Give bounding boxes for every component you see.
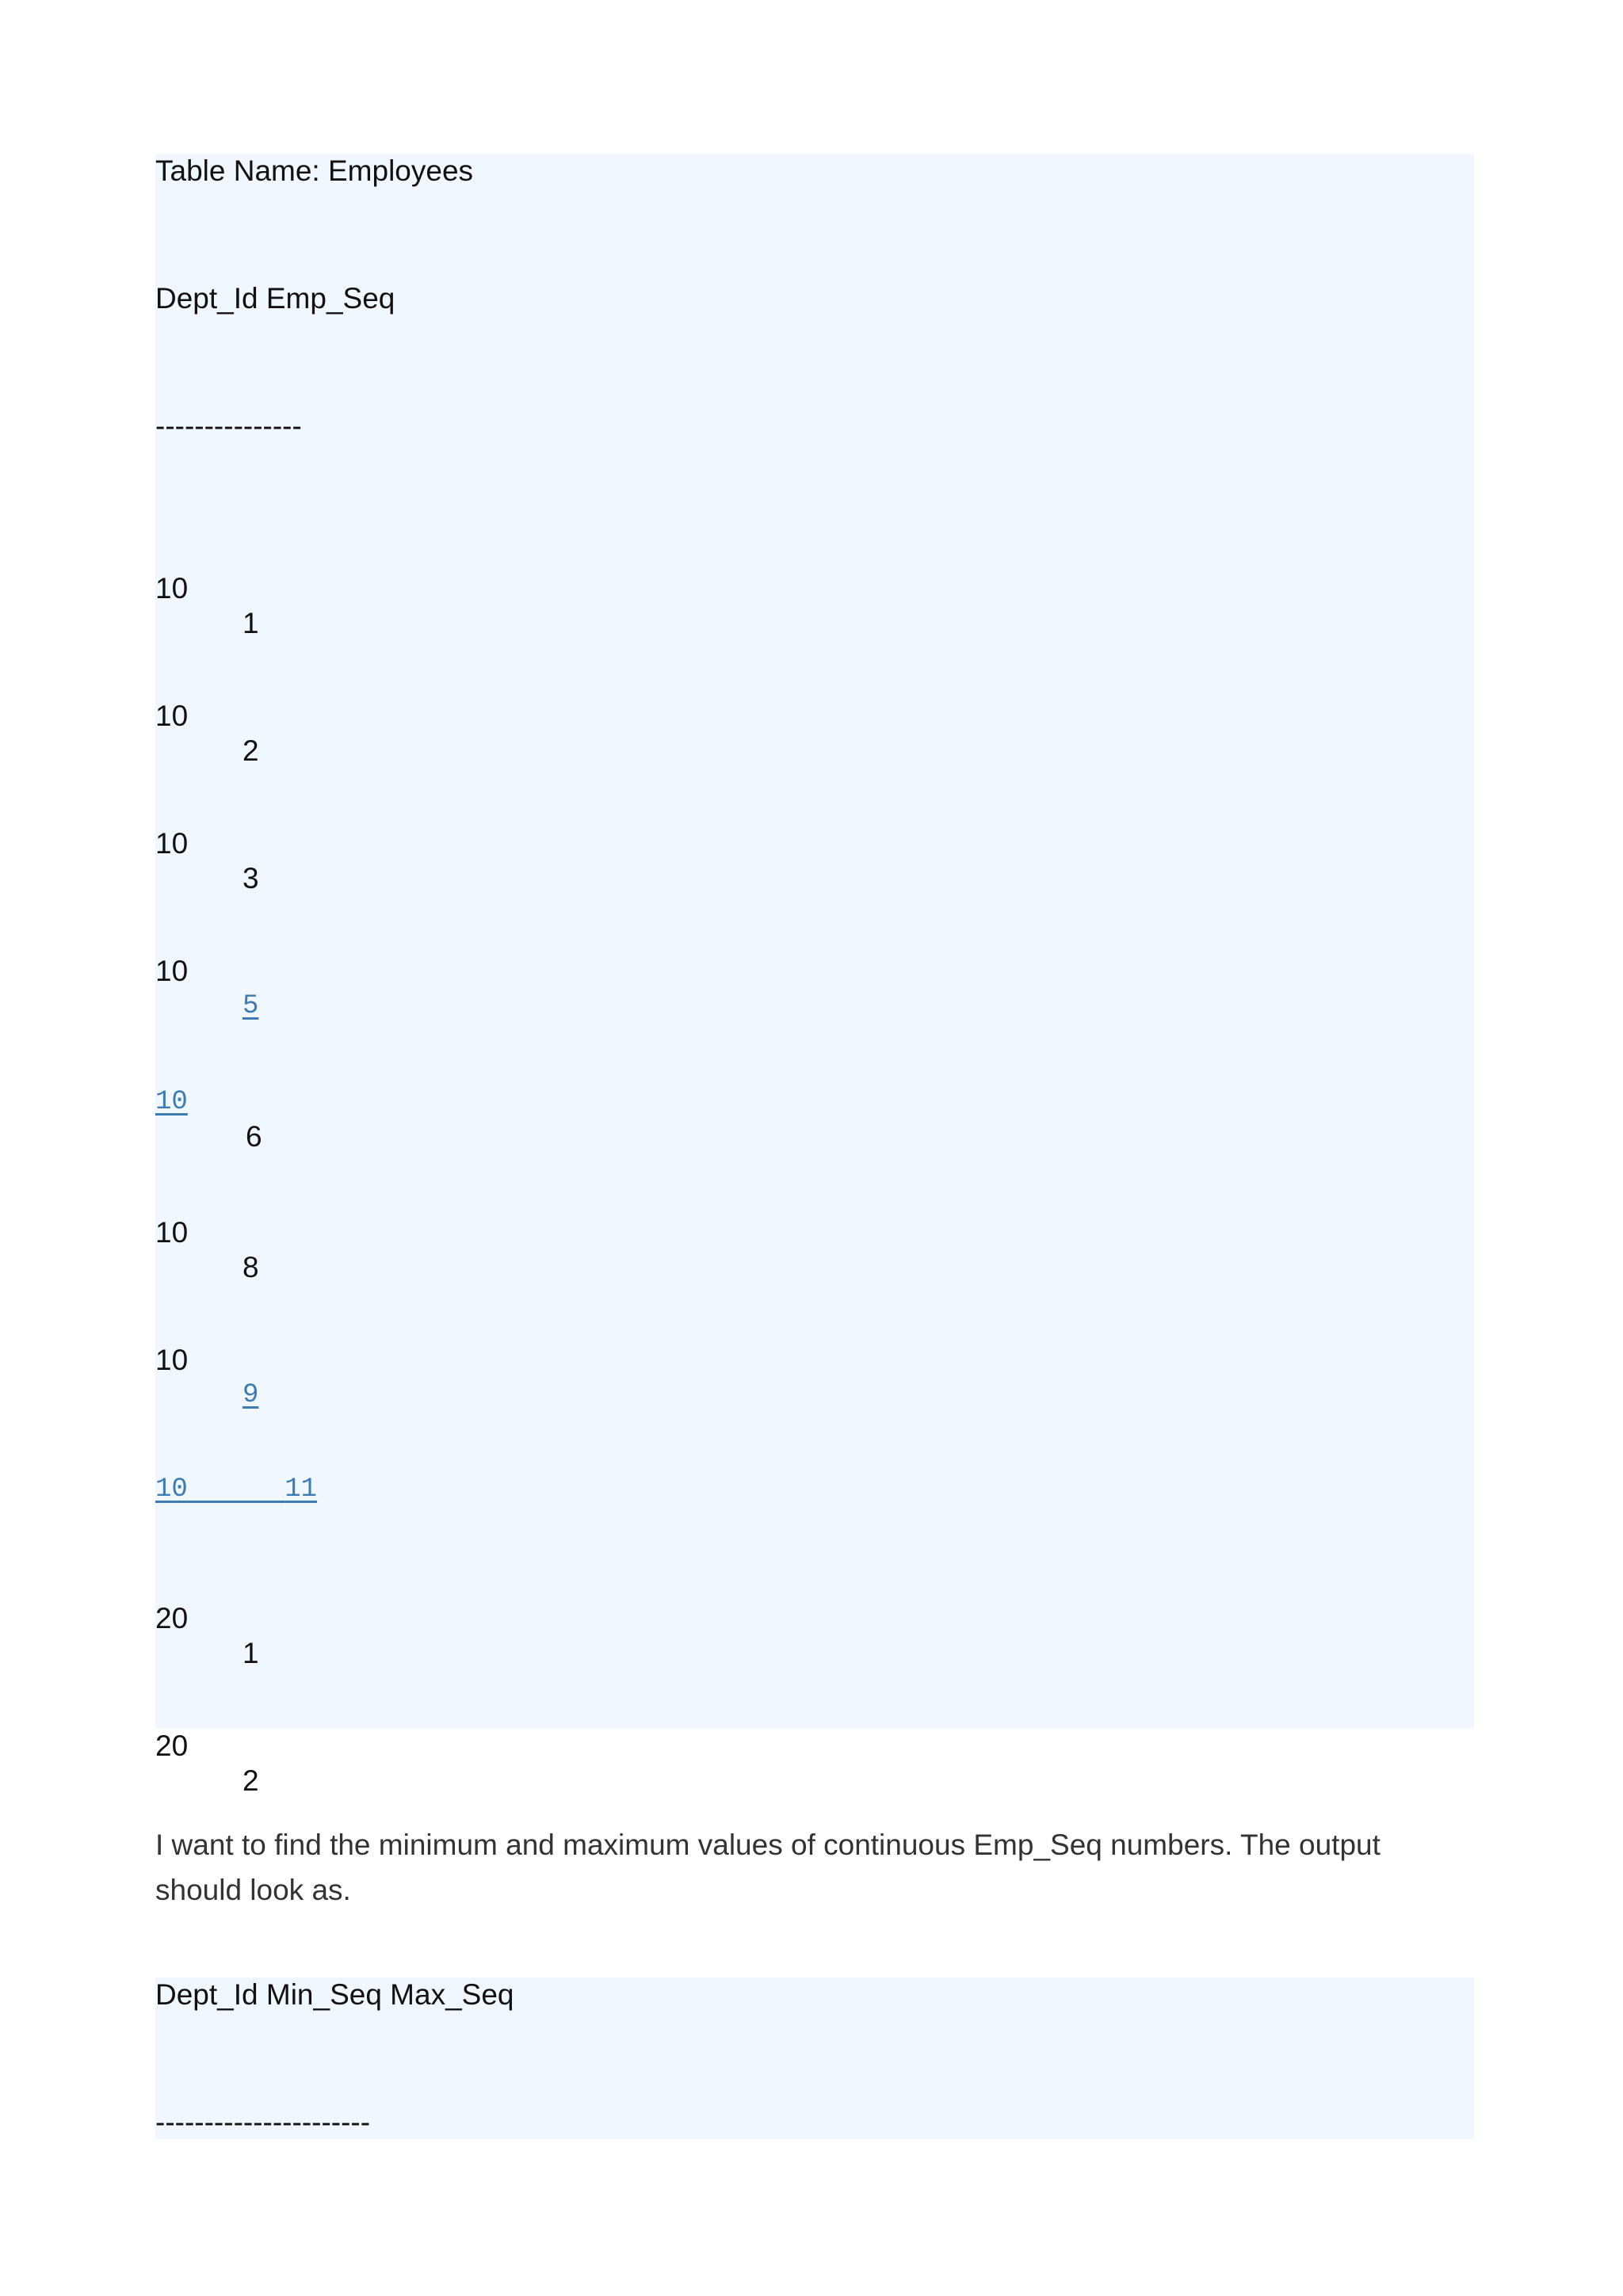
dept-seq-link[interactable] <box>155 1472 317 1507</box>
emp-seq-link[interactable]: 9 <box>242 1380 259 1410</box>
dept-id-cell: 10 <box>155 827 189 860</box>
dept-id-cell: 10 <box>155 1344 189 1376</box>
separator-line: --------------- <box>155 410 302 442</box>
table-row <box>155 1308 472 1447</box>
description-paragraph: I want to find the minimum and maximum values of continuous Emp_Seq numbers. The output should look as. <box>155 1829 1381 1906</box>
emp-seq-cell: 1 <box>242 1637 259 1669</box>
dept-id-cell: 10 <box>155 1216 189 1249</box>
dept-id-cell: 20 <box>155 1602 189 1634</box>
dept-id-cell: 10 <box>155 1474 188 1505</box>
table-row <box>155 919 472 1058</box>
table-header-line: Dept_Id Emp_Seq <box>155 282 395 315</box>
dept-id-link[interactable]: 10 <box>155 1087 188 1117</box>
emp-seq-cell: 1 <box>242 607 259 639</box>
dept-id-cell: 20 <box>155 1730 189 1762</box>
dept-id-cell: 10 <box>155 572 189 605</box>
emp-seq-cell: 3 <box>242 862 259 894</box>
output-separator-line: ---------------------- <box>155 2106 371 2138</box>
table-row <box>155 1566 472 1706</box>
output-code-block <box>155 1978 1474 2139</box>
table-row <box>155 664 472 803</box>
emp-seq-link[interactable]: 5 <box>242 991 259 1021</box>
emp-seq-cell: 11 <box>285 1474 318 1505</box>
emp-seq-cell: 8 <box>242 1251 259 1283</box>
table-row <box>155 791 472 931</box>
emp-seq-cell: 2 <box>242 1764 259 1797</box>
table-row <box>155 536 472 676</box>
table-row <box>155 1050 472 1189</box>
dept-id-cell: 10 <box>155 700 189 732</box>
output-header-line: Dept_Id Min_Seq Max_Seq <box>155 1978 514 2011</box>
emp-seq-cell: 2 <box>242 734 259 767</box>
emp-seq-cell: 6 <box>246 1120 262 1153</box>
table-row <box>155 1694 472 1833</box>
employees-code-block <box>155 154 1474 1797</box>
table-row <box>155 1437 472 1542</box>
table-name-line: Table Name: Employees <box>155 154 474 187</box>
dept-id-cell: 10 <box>155 955 189 987</box>
table-row <box>155 1180 472 1320</box>
